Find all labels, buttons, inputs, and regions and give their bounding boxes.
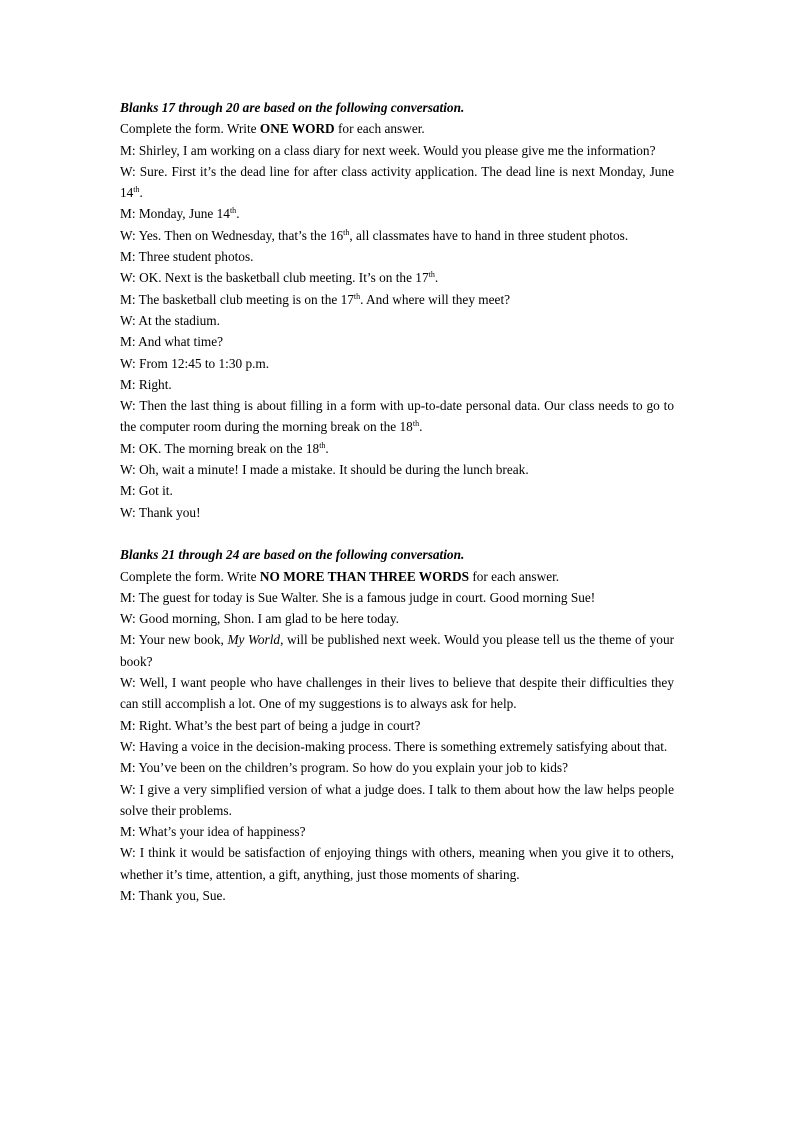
line-text: W: Thank you! — [120, 504, 201, 520]
dialogue-lines — [120, 587, 674, 906]
instruction-emphasis: NO MORE THAN THREE WORDS — [259, 568, 470, 584]
line-text: W: From 12:45 to 1:30 p.m. — [120, 355, 270, 371]
line-text: W: Then the last thing is about filling in a form with up-to-date personal data. Our class needs to go to the computer room during the morning break on the 18 — [120, 398, 674, 435]
line-text: M: And what time? — [120, 334, 224, 350]
dialogue-line — [120, 310, 674, 331]
line-text: , all classmates have to hand in three student photos. — [349, 227, 629, 243]
dialogue-line — [120, 715, 674, 736]
line-text: W: Having a voice in the decision-making process. There is something extremely satisfying about that. — [120, 738, 668, 754]
dialogue-line — [120, 438, 674, 459]
ordinal-suffix: th — [319, 440, 326, 450]
dialogue-line — [120, 289, 674, 310]
line-text: . And where will they meet? — [360, 291, 511, 307]
dialogue-line — [120, 885, 674, 906]
conversation-section-2 — [120, 544, 674, 906]
line-text: , will be published next week. Would you please tell us the theme of your book? — [120, 632, 675, 669]
line-text: . — [419, 419, 423, 435]
line-text: M: The basketball club meeting is on the 17 — [120, 291, 354, 307]
line-text: M: What’s your idea of happiness? — [120, 824, 306, 840]
line-text: M: Right. What’s the best part of being a judge in court? — [120, 717, 421, 733]
dialogue-line — [120, 246, 674, 267]
line-text: W: Oh, wait a minute! I made a mistake. It should be during the lunch break. — [120, 462, 529, 478]
dialogue-line — [120, 331, 674, 352]
dialogue-line — [120, 203, 674, 224]
instruction-text: for each answer. — [469, 568, 560, 584]
line-text: W: Sure. First it’s the dead line for after class activity application. The dead line is next Monday, June 14 — [120, 163, 674, 201]
section-heading: Blanks 21 through 24 are based on the following conversation. — [120, 547, 465, 563]
line-text: W: OK. Next is the basketball club meeting. It’s on the 17 — [120, 270, 429, 286]
ordinal-suffix: th — [229, 206, 237, 216]
line-text: M: Monday, June 14 — [120, 206, 230, 222]
line-text: W: I give a very simplified version of what a judge does. I talk to them about how the law helps people solve their problems. — [120, 781, 674, 818]
conversation-section-1 — [120, 97, 674, 523]
dialogue-line — [120, 502, 674, 523]
dialogue-line — [120, 779, 674, 822]
line-text: M: Shirley, I am working on a class diary for next week. Would you please give me the information? — [120, 142, 656, 158]
dialogue-line — [120, 140, 674, 161]
line-text: M: Your new book, — [120, 632, 228, 648]
dialogue-line — [120, 587, 674, 608]
dialogue-line — [120, 161, 674, 204]
line-text: W: Well, I want people who have challenges in their lives to believe that despite their difficulties they can still accomplish a lot. One of my suggestions is to always ask for help. — [120, 675, 674, 712]
ordinal-suffix: th — [343, 227, 350, 237]
line-text: M: Three student photos. — [120, 249, 254, 265]
dialogue-line — [120, 480, 674, 501]
dialogue-line — [120, 672, 674, 715]
dialogue-line — [120, 353, 674, 374]
line-text: M: Got it. — [120, 483, 173, 499]
line-text: M: You’ve been on the children’s program. So how do you explain your job to kids? — [120, 760, 568, 776]
instruction-text: for each answer. — [334, 121, 425, 137]
instruction-emphasis: ONE WORD — [259, 121, 335, 137]
dialogue-line — [120, 608, 674, 629]
line-text: W: I think it would be satisfaction of enjoying things with others, meaning when you give it to others, whether it’s time, attention, a gift, anything, just those moments of sharing. — [120, 845, 674, 882]
ordinal-suffix: th — [133, 185, 140, 195]
line-text: M: OK. The morning break on the 18 — [120, 440, 320, 456]
dialogue-line — [120, 842, 674, 885]
dialogue-line — [120, 374, 674, 395]
ordinal-suffix: th — [428, 270, 435, 280]
section-instruction — [120, 566, 674, 587]
dialogue-line — [120, 757, 674, 778]
dialogue-line — [120, 395, 674, 438]
dialogue-line — [120, 821, 674, 842]
line-text: W: Good morning, Shon. I am glad to be here today. — [120, 611, 399, 627]
book-title: My World — [227, 632, 281, 648]
line-text: . — [434, 270, 439, 286]
line-text: . — [325, 440, 329, 456]
line-text: M: Thank you, Sue. — [120, 887, 226, 903]
line-text: M: The guest for today is Sue Walter. She is a famous judge in court. Good morning Sue! — [120, 589, 596, 605]
section-instruction — [120, 118, 674, 139]
dialogue-line — [120, 267, 674, 288]
instruction-text: Complete the form. Write — [120, 568, 260, 584]
dialogue-line — [120, 225, 674, 246]
line-text: . — [236, 206, 240, 222]
dialogue-line — [120, 459, 674, 480]
dialogue-lines — [120, 140, 674, 523]
line-text: W: Yes. Then on Wednesday, that’s the 16 — [120, 227, 344, 243]
document-page — [120, 97, 674, 906]
instruction-text: Complete the form. Write — [120, 121, 260, 137]
line-text: W: At the stadium. — [120, 312, 220, 328]
dialogue-line — [120, 629, 674, 672]
dialogue-line — [120, 736, 674, 757]
line-text: . — [139, 185, 143, 201]
line-text: M: Right. — [120, 376, 172, 392]
section-heading: Blanks 17 through 20 are based on the following conversation. — [120, 100, 465, 115]
ordinal-suffix: th — [353, 291, 361, 301]
ordinal-suffix: th — [412, 419, 420, 429]
